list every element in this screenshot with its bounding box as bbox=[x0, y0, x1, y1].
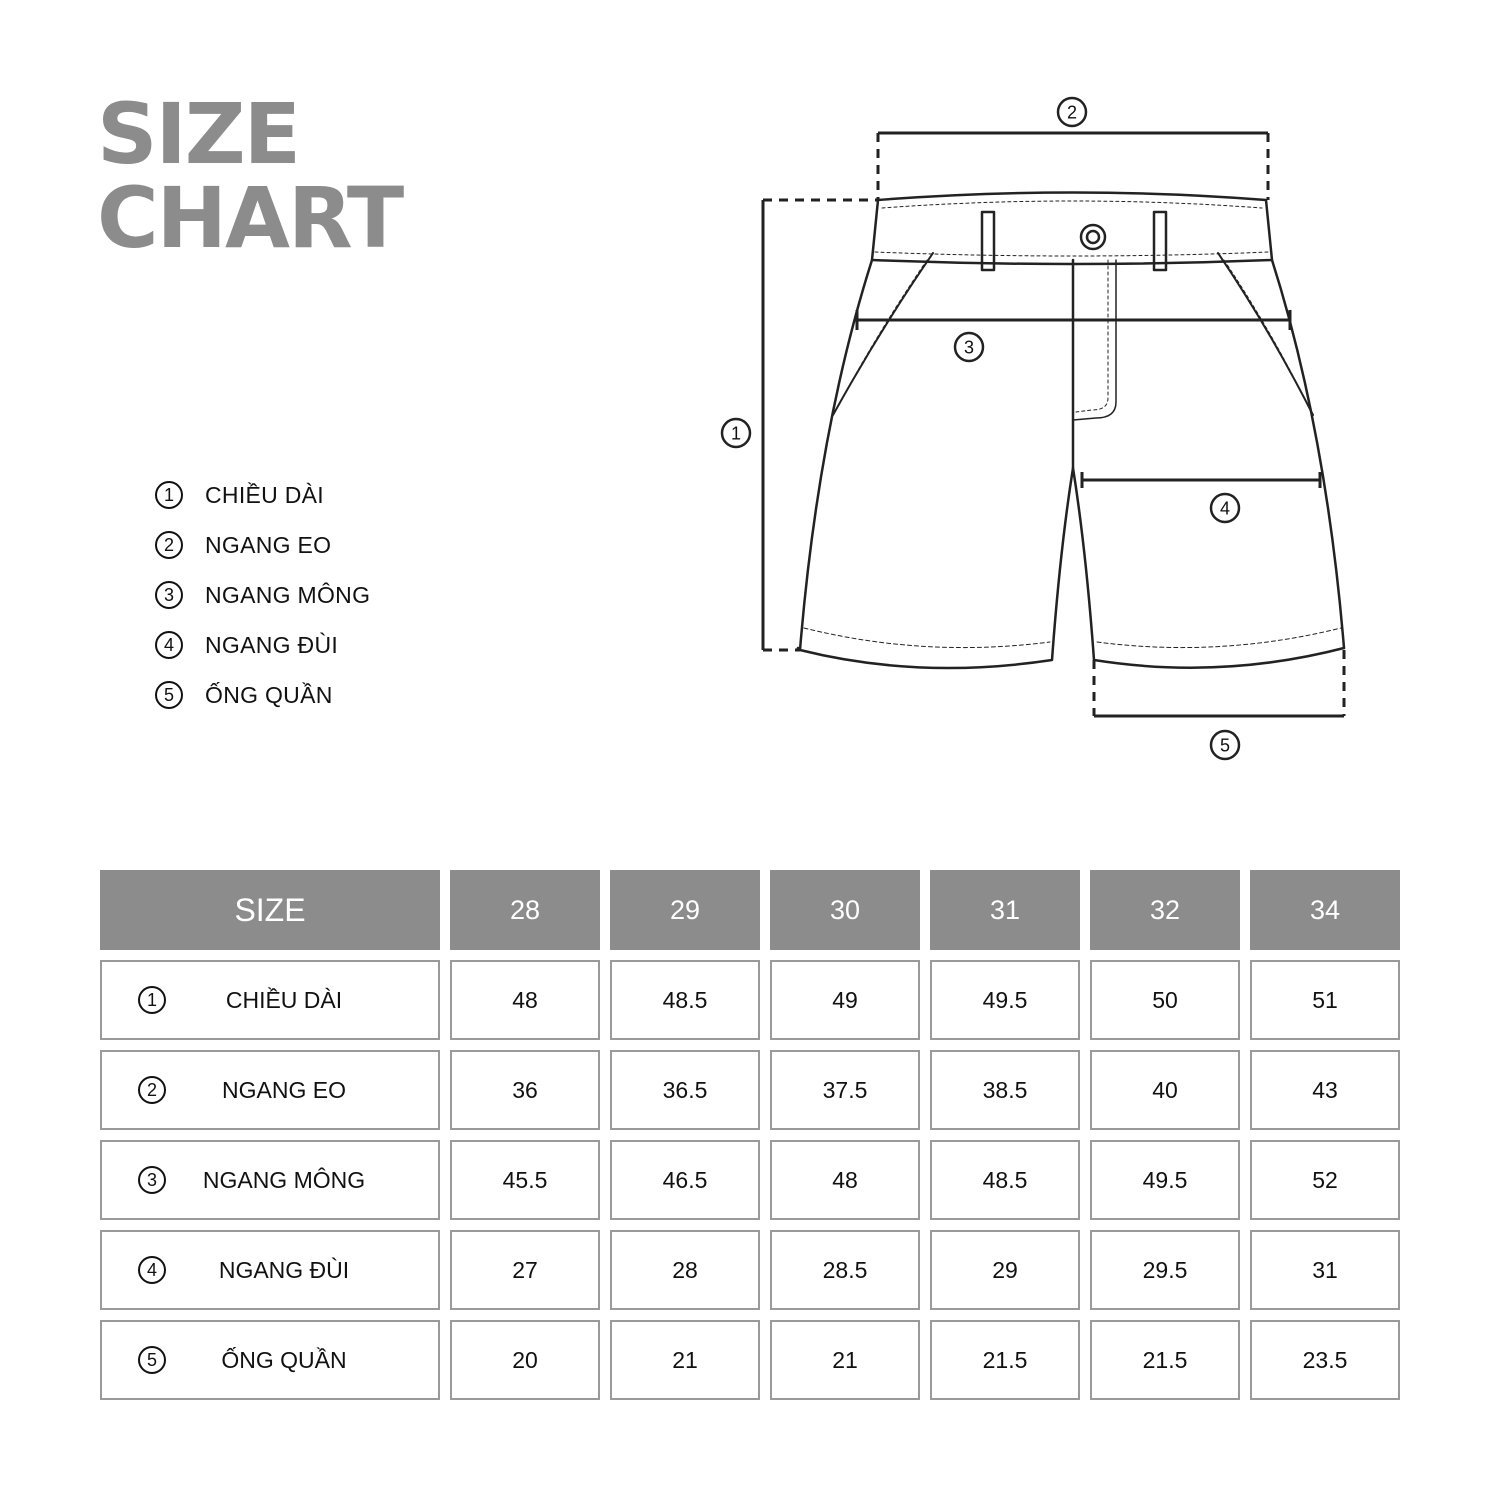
row-label-text: ỐNG QUẦN bbox=[221, 1346, 347, 1373]
legend-label: NGANG EO bbox=[205, 531, 332, 558]
table-cell: 29 bbox=[930, 1230, 1080, 1310]
table-cell: 21 bbox=[610, 1320, 760, 1400]
table-cell: 38.5 bbox=[930, 1050, 1080, 1130]
row-label bbox=[100, 1230, 440, 1310]
title-line-2: CHART bbox=[97, 169, 403, 267]
row-number: 2 bbox=[138, 1076, 166, 1104]
marker-3 bbox=[955, 333, 983, 361]
table-cell: 36.5 bbox=[610, 1050, 760, 1130]
legend-number: 4 bbox=[155, 631, 183, 659]
table-cell: 49.5 bbox=[930, 960, 1080, 1040]
table-cell: 23.5 bbox=[1250, 1320, 1400, 1400]
header-size-34: 34 bbox=[1250, 870, 1400, 950]
row-number: 3 bbox=[138, 1166, 166, 1194]
table-cell: 48 bbox=[770, 1140, 920, 1220]
table-cell: 27 bbox=[450, 1230, 600, 1310]
table-cell: 31 bbox=[1250, 1230, 1400, 1310]
row-number: 5 bbox=[138, 1346, 166, 1374]
legend-item bbox=[155, 670, 370, 720]
legend-label: CHIỀU DÀI bbox=[205, 481, 324, 508]
marker-5 bbox=[1211, 731, 1239, 759]
page-title bbox=[97, 85, 403, 267]
legend-label: NGANG MÔNG bbox=[205, 581, 371, 608]
row-label-text: CHIỀU DÀI bbox=[225, 986, 343, 1013]
table-cell: 21.5 bbox=[1090, 1320, 1240, 1400]
legend-item bbox=[155, 620, 370, 670]
marker-1-text: 1 bbox=[730, 423, 742, 444]
marker-3-text: 3 bbox=[963, 337, 975, 358]
row-label bbox=[100, 960, 440, 1040]
shorts-outline bbox=[798, 193, 1344, 669]
table-cell: 46.5 bbox=[610, 1140, 760, 1220]
header-size-label: SIZE bbox=[100, 870, 440, 950]
legend-number: 2 bbox=[155, 531, 183, 559]
row-label bbox=[100, 1320, 440, 1400]
table-cell: 48 bbox=[450, 960, 600, 1040]
legend-item bbox=[155, 520, 370, 570]
table-cell: 49.5 bbox=[1090, 1140, 1240, 1220]
table-cell: 48.5 bbox=[930, 1140, 1080, 1220]
marker-4 bbox=[1211, 494, 1239, 522]
legend-number: 5 bbox=[155, 681, 183, 709]
shorts-diagram bbox=[700, 80, 1380, 780]
header-size-31: 31 bbox=[930, 870, 1080, 950]
table-cell: 45.5 bbox=[450, 1140, 600, 1220]
marker-1 bbox=[722, 419, 750, 447]
legend-label: ỐNG QUẦN bbox=[205, 681, 333, 708]
row-label-text: NGANG MÔNG bbox=[202, 1166, 366, 1193]
row-label bbox=[100, 1050, 440, 1130]
table-cell: 28 bbox=[610, 1230, 760, 1310]
marker-5-text: 5 bbox=[1219, 735, 1231, 756]
table-cell: 52 bbox=[1250, 1140, 1400, 1220]
row-label bbox=[100, 1140, 440, 1220]
marker-2-text: 2 bbox=[1066, 102, 1078, 123]
row-label-text: NGANG ĐÙI bbox=[218, 1256, 350, 1283]
table-cell: 49 bbox=[770, 960, 920, 1040]
header-size-30: 30 bbox=[770, 870, 920, 950]
legend-item bbox=[155, 470, 370, 520]
table-cell: 21.5 bbox=[930, 1320, 1080, 1400]
diagram-markers bbox=[722, 98, 1239, 759]
table-cell: 29.5 bbox=[1090, 1230, 1240, 1310]
title-line-1: SIZE bbox=[97, 85, 300, 183]
marker-2 bbox=[1058, 98, 1086, 126]
legend-item bbox=[155, 570, 370, 620]
table-cell: 37.5 bbox=[770, 1050, 920, 1130]
header-size-28: 28 bbox=[450, 870, 600, 950]
table-cell: 43 bbox=[1250, 1050, 1400, 1130]
table-cell: 48.5 bbox=[610, 960, 760, 1040]
header-size-29: 29 bbox=[610, 870, 760, 950]
legend-number: 1 bbox=[155, 481, 183, 509]
table-cell: 20 bbox=[450, 1320, 600, 1400]
measurement-legend bbox=[155, 470, 370, 720]
marker-4-text: 4 bbox=[1219, 498, 1231, 519]
row-label-text: NGANG EO bbox=[222, 1076, 346, 1103]
header-size-32: 32 bbox=[1090, 870, 1240, 950]
row-number: 1 bbox=[138, 986, 166, 1014]
table-cell: 36 bbox=[450, 1050, 600, 1130]
table-cell: 51 bbox=[1250, 960, 1400, 1040]
row-number: 4 bbox=[138, 1256, 166, 1284]
legend-label: NGANG ĐÙI bbox=[205, 631, 339, 658]
table-cell: 28.5 bbox=[770, 1230, 920, 1310]
size-table bbox=[100, 870, 1400, 1400]
table-cell: 21 bbox=[770, 1320, 920, 1400]
table-cell: 50 bbox=[1090, 960, 1240, 1040]
legend-number: 3 bbox=[155, 581, 183, 609]
table-cell: 40 bbox=[1090, 1050, 1240, 1130]
